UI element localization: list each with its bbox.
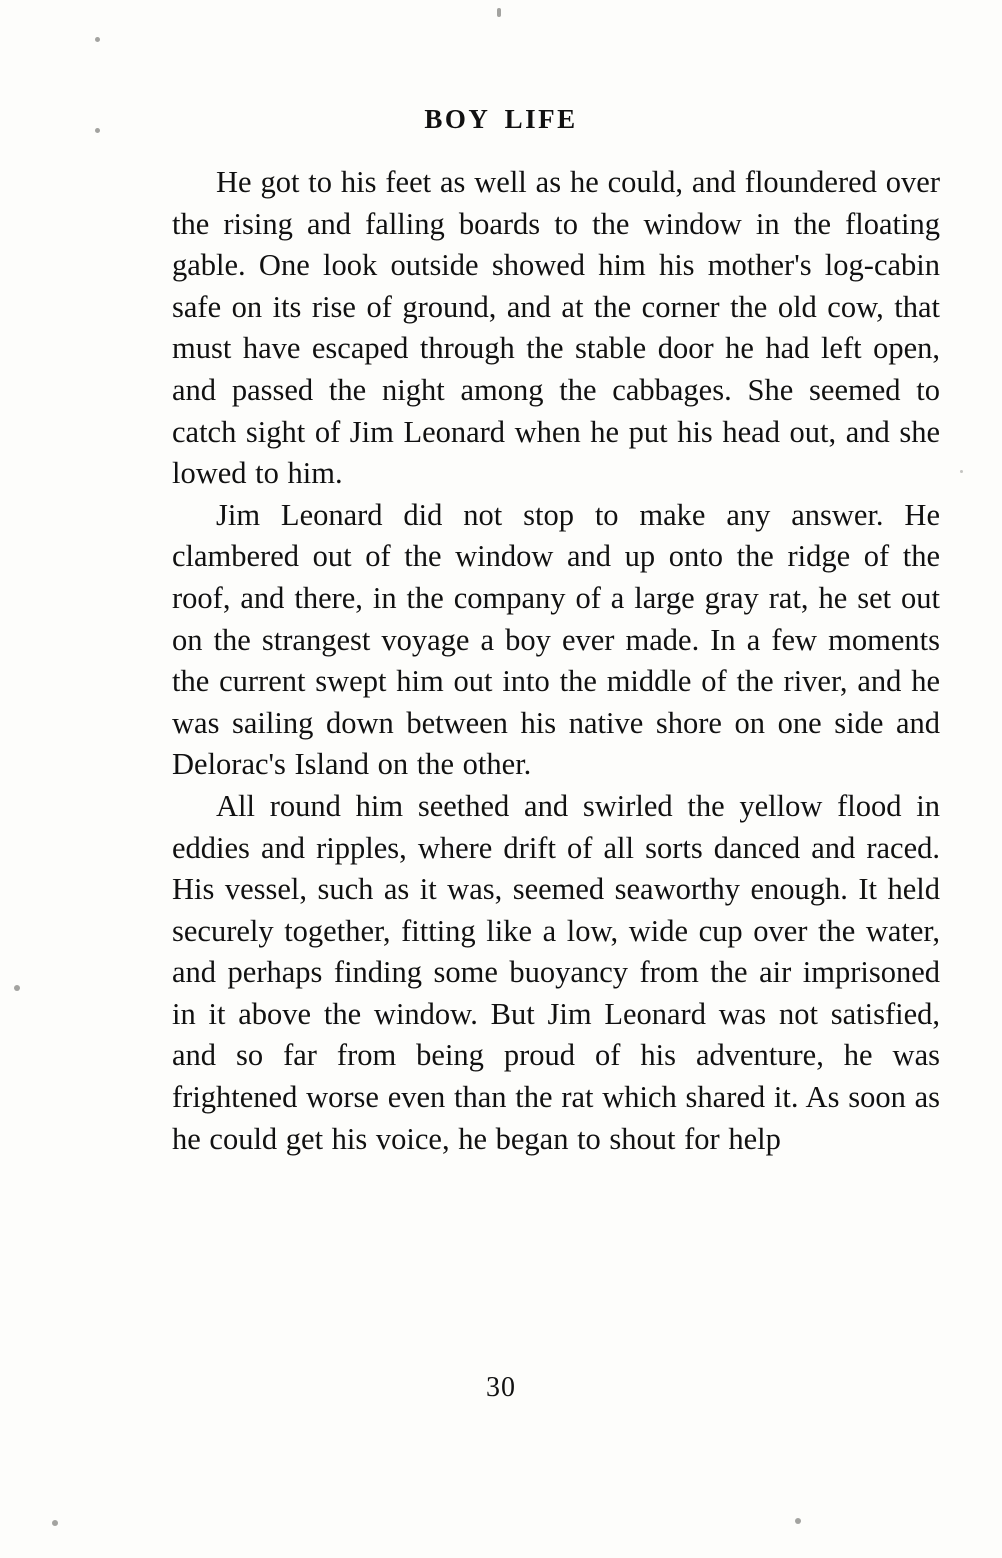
body-text xyxy=(172,162,940,1160)
scan-speck xyxy=(14,985,20,991)
paragraph: Jim Leonard did not stop to make any answer. He clambered out of the window and up onto the ridge of the roof, and there, in the company of a large gray rat, he set out on the strangest voyage a boy ever made. In a few moments the current swept him out into the middle of the river, and he was sailing down between his native shore on one side and Delorac's Island on the other. xyxy=(172,497,940,782)
running-head: BOY LIFE xyxy=(424,104,578,134)
scan-speck xyxy=(795,1518,801,1524)
scan-speck xyxy=(95,37,100,42)
scan-speck xyxy=(960,470,963,473)
paragraph: He got to his feet as well as he could, and floundered over the rising and falling boards to the window in the floating gable. One look outside showed him his mother's log-cabin safe on its rise of ground, and at the corner the old cow, that must have escaped through the stable door he had left open, and passed the night among the cabbages. She seemed to catch sight of Jim Leonard when he put his head out, and she lowed to him. xyxy=(172,165,940,491)
paragraph: All round him seethed and swirled the yellow flood in eddies and ripples, where drift of all sorts danced and raced. His vessel, such as it was, seemed seaworthy enough. It held securely together, fitting like a low, wide cup over the water, and perhaps finding some buoyancy from the air imprisoned in it above the window. But Jim Leonard was not satisfied, and so far from being proud of his adventure, he was frightened worse even than the rat which shared it. As soon as he could get his voice, he began to shout for help xyxy=(172,788,940,1156)
page-number: 30 xyxy=(486,1372,516,1403)
scan-speck xyxy=(497,8,501,17)
scan-speck xyxy=(52,1520,58,1526)
